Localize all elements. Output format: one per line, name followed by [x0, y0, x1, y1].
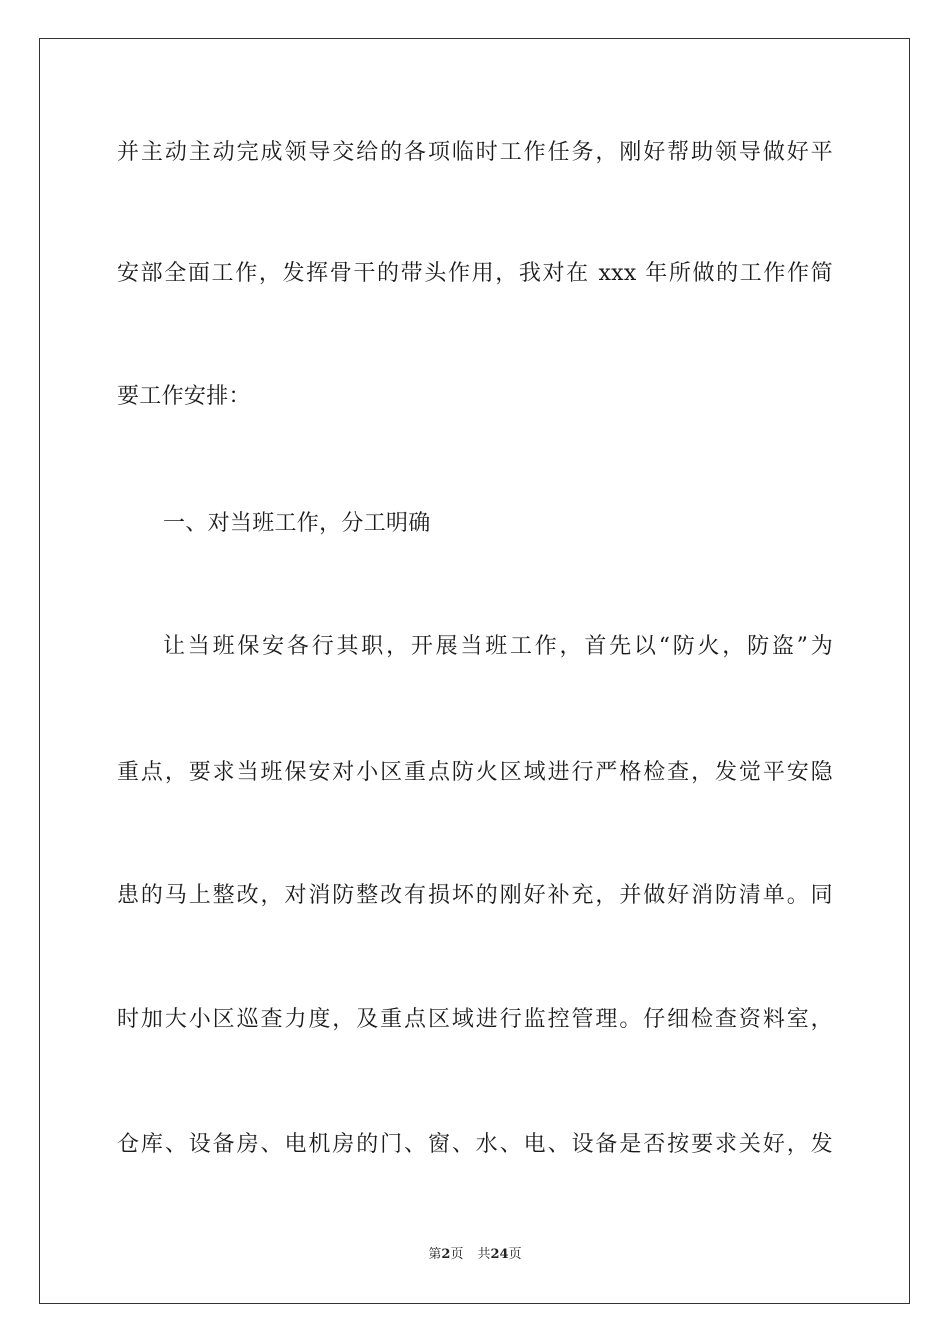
- page-frame: [39, 38, 910, 1304]
- body-line-1: 并主动主动完成领导交给的各项临时工作任务，刚好帮助领导做好平: [117, 140, 833, 165]
- body-line-6: 重点，要求当班保安对小区重点防火区域进行严格检查，发觉平安隐: [117, 760, 833, 785]
- footer-page-current: 2: [441, 1247, 451, 1262]
- footer-page-prefix: 第: [428, 1247, 442, 1262]
- body-line-2: 安部全面工作，发挥骨干的带头作用，我对在 xxx 年所做的工作作简: [117, 261, 833, 286]
- body-line-5: 让当班保安各行其职，开展当班工作，首先以“防火，防盗”为: [163, 634, 833, 659]
- body-line-9: 仓库、设备房、电机房的门、窗、水、电、设备是否按要求关好，发: [117, 1132, 833, 1157]
- body-line-8: 时加大小区巡查力度，及重点区域进行监控管理。仔细检查资料室，: [117, 1007, 833, 1032]
- body-line-3: 要工作安排：: [117, 384, 251, 409]
- footer-total-suffix: 页: [508, 1247, 522, 1262]
- footer-total-prefix: 共: [477, 1247, 491, 1262]
- body-line-7: 患的马上整改，对消防整改有损坏的刚好补充，并做好消防清单。同: [117, 883, 833, 908]
- section-heading: 一、对当班工作，分工明确: [163, 511, 431, 536]
- footer-page-total: 24: [490, 1247, 509, 1262]
- page-footer: [0, 1246, 950, 1264]
- footer-page-suffix: 页: [450, 1247, 464, 1262]
